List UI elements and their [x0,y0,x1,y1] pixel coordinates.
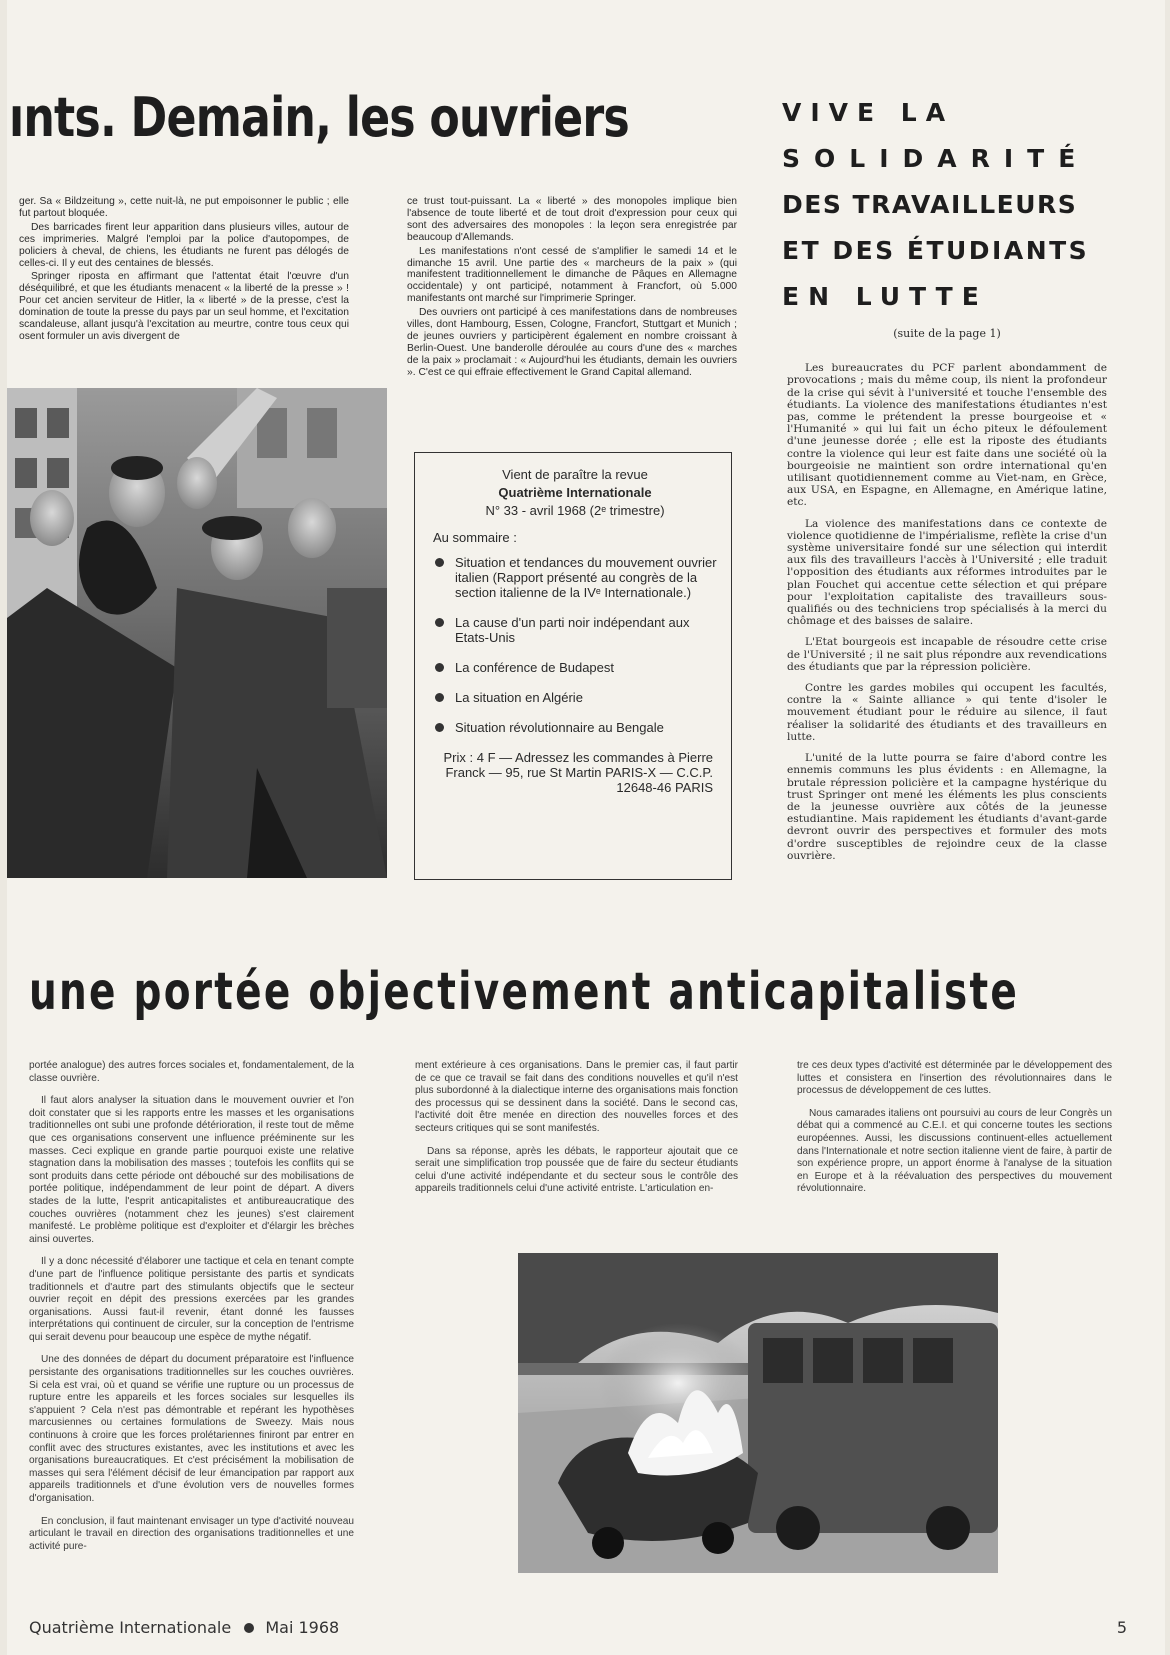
sommaire-item: La cause d'un parti noir indépendant aux Etats-Unis [433,615,717,645]
paragraph: Il faut alors analyser la situation dans le mouvement ouvrier et l'on doit constater que si les rapports entre les masses et les organisations traditionnelles ont subi une profonde détérioration, il reste tout de même que ces organisations conservent une influence prééminente sur les masses. Ceci explique en grande partie pourquoi existe une relative stagnation dans la mobilisation des masses ; toutefois les conflits qui se sont produits dans cette période ont débouché sur des mobilisations de portée politique, indépendamment de leur point de départ. A divers stades de la lutte, l'esprit anticapitalistes et antibureaucratique des couches ouvrières (notamment chez les jeunes) s'est clairement manifesté. Le problème politique est d'exploiter et d'élargir les brèches ainsi ouvertes. [29,1095,354,1245]
headline-top: ınts. Demain, les ouvriers [9,86,629,149]
sidebar-title-line: VIVE LA [782,98,955,127]
sidebar-title-line: ET DES ÉTUDIANTS [782,236,1090,265]
paragraph: Des ouvriers ont participé à ces manifestations dans de nombreuses villes, dont Hambourg, Essen, Cologne, Francfort, Stuttgart et Munich ; de jeunes ouvriers y participèrent également en nombre croissant à Berlin-Ouest. Une banderolle déroulée au cours d'une des « marches de la paix » proclamait : « Aujourd'hui les étudiants, demain les ouvriers ». C'est ce qui effraie effectivement le Grand Capital allemand. [407,307,737,378]
paragraph: En conclusion, il faut maintenant envisager un type d'activité nouveau articulant le travail en direction des organisations traditionnelles et une activité pure- [29,1515,354,1552]
sidebar-title-line: SOLIDARITÉ [782,144,1090,173]
footer-publication: Quatrième Internationale [29,1618,232,1637]
box-line-1: Vient de paraître la revue [502,467,648,482]
burning-car-photo [518,1253,998,1573]
paragraph: Nous camarades italiens ont poursuivi au cours de leur Congrès un débat qui a commencé au C.E.I. et qui concerne toutes les sections européennes. Aussi, les discussions continuent-elles actuellement dans l'Internationale et notre section italienne vient de faire, à partir de son expérience propre, un apport énorme à l'analyse de la situation en Europe et à la réévaluation des perspectives du mouvement révolutionnaire. [797,1107,1112,1195]
sommaire-item: Situation et tendances du mouvement ouvrier italien (Rapport présenté au congrès de la section italienne de la IVᵉ Internationale.) [433,555,717,600]
sidebar-paragraph: L'Etat bourgeois est incapable de résoudre cette crise de l'Université ; il ne sait plus répondre aux revendications des étudiants que par la répression policière. [787,636,1107,673]
paragraph: portée analogue) des autres forces sociales et, fondamentalement, de la classe ouvrière. [29,1060,354,1084]
article-bottom-left [29,1060,354,1563]
sommaire-item: La situation en Algérie [433,690,717,705]
sidebar-paragraph: La violence des manifestations dans ce contexte de violence quotidienne de l'impérialisme, reflète la crise d'un système universitaire fondé sur une sélection qui interdit aux fils des travailleurs l'accès à l'Université ; elle traduit l'opposition des étudiants aux réformes introduites par le plan Fouchet qui accentue cette sélection et qui prépare pour l'exploitation capitaliste des travailleurs sous-qualifiés ou des techniciens trop spécialisés à la merci du chômage et des baisses de salaire. [787,517,1107,628]
paragraph: Une des données de départ du document préparatoire est l'influence persistante des organisations traditionnelles sur les couches ouvrières. Si cela est vrai, où et quand se vérifie une rupture ou un processus de rupture entre les appareils et les forces sociales sur lesquelles ils s'appuient ? Cela n'est pas démontrable et repérant les hypothèses marcusiennes ou certaines formulations de Sweezy. Mais nous continuons à croire que les forces prolétariennes finiront par entrer en conflit avec des structures existantes, avec les institutions et avec les organisations bureaucratiques. Et c'est précisément la mobilisation de masses qui sera l'élément décisif de leur émancipation par rapport aux appareils traditionnels et d'une évolution vers de nouvelles formes d'organisation. [29,1354,354,1504]
protest-photo [7,388,387,878]
box-price: Prix : 4 F — Adressez les commandes à Pierre Franck — 95, rue St Martin PARIS-X — C.C.P. 12648-46 PARIS [443,750,713,795]
bullet-icon [435,618,444,627]
box-line-2: Quatrième Internationale [498,485,652,500]
page-number: 5 [1116,1618,1127,1637]
sidebar-article [787,328,1107,871]
paragraph: tre ces deux types d'activité est déterminée par le développement des luttes et consistera en l'insertion des révolutionnaires dans le processus de développement de ces luttes. [797,1060,1112,1097]
sidebar-title-line: EN LUTTE [782,282,988,311]
bullet-icon [435,723,444,732]
article-top-middle [407,196,737,381]
paragraph: Des barricades firent leur apparition dans plusieurs villes, autour de ces imprimeries. Malgré l'emploi par la police d'autopompes, de policiers à cheval, de chiens, les étudiants ne furent pas délogés de celles-ci. Il y eut des centaines de blessés. [19,221,349,269]
sidebar-paragraph: Les bureaucrates du PCF parlent abondamment de provocations ; mais du même coup, ils nient la profondeur de la crise qui sévit à l'université et touche l'ensemble des étudiants. La violence des manifestations étudiantes n'est pas, comme le prétendent la presse bourgeoise et « l'Humanité » qui lui fait un écho piteux le défoulement d'une jeunesse dorée ; elle est la riposte des étudiants contre la violence qui leur est faite dans une société où la bourgeoisie ne maintient son ordre international qu'en utilisant quotidiennement comme au Viet-nam, en Grèce, aux USA, en Espagne, en Allemagne, en Amérique latine, etc. [787,362,1107,509]
box-line-3: N° 33 - avril 1968 (2ᵉ trimestre) [485,503,665,518]
paragraph: ce trust tout-puissant. La « liberté » des monopoles implique bien l'absence de toute liberté et de tout droit d'expression pour ceux qui sont des adversaires des monopoles : la leçon sera enregistrée par beaucoup d'Allemands. [407,196,737,243]
newspaper-page [7,0,1165,1655]
box-sommaire: Au sommaire : [433,530,517,545]
article-top-left [19,196,349,345]
suite-note: (suite de la page 1) [893,327,1001,340]
bullet-icon [244,1623,254,1633]
paragraph: Les manifestations n'ont cessé de s'amplifier le samedi 14 et le dimanche 15 avril. Une partie des « marcheurs de la paix » (qui manifestent traditionnellement le dimanche de Pâques en Allemagne occidentale) y ont participé, notamment à Francfort, où 5.000 manifestants ont marché sur l'imprimerie Springer. [407,245,737,305]
paragraph: Dans sa réponse, après les débats, le rapporteur ajoutait que ce serait une simplification trop poussée que de faire du secteur étudiants celui d'une activité indépendante et du secteur sous le contrôle des appareils traditionnels celui d'une activité entriste. L'articulation en- [415,1145,738,1195]
bullet-icon [435,558,444,567]
sidebar-paragraph: Contre les gardes mobiles qui occupent les facultés, contre la « Sainte alliance » qui tente d'isoler le mouvement étudiant pour le réduire au silence, il faut réaliser la solidarité des étudiants et des travailleurs en lutte. [787,682,1107,743]
footer-date: Mai 1968 [265,1618,340,1637]
sidebar-paragraph: L'unité de la lutte pourra se faire d'abord contre les ennemis communs les plus évidents : en Allemagne, la brutale répression policière et la campagne hystérique du trust Springer ont mené les éléments les plus conscients de la jeunesse ouvrière aux côtés de la jeunesse estudiantine. Mais rapidement les étudiants d'avant-garde devront ouvrir des perspectives et formuler des mots d'ordre susceptibles de rejoindre ceux de la classe ouvrière. [787,752,1107,862]
article-bottom-middle [415,1060,738,1206]
sommaire-item: La conférence de Budapest [433,660,717,675]
paragraph: Springer riposta en affirmant que l'attentat était l'œuvre d'un déséquilibré, et que les étudiants menacent « la liberté de la presse » ! Pour cet ancien serviteur de Hitler, la « liberté » de la presse, c'est la domination de toute la presse du pays par un seul homme, et l'excitation scandaleuse, allant jusqu'à l'excitation au meurtre, contre tous ceux qui osent formuler un avis divergent de [19,271,349,342]
paragraph: ger. Sa « Bildzeitung », cette nuit-là, ne put empoisonner le public ; elle fut partout bloquée. [19,196,349,219]
paragraph: Il y a donc nécessité d'élaborer une tactique et cela en tenant compte d'une part de l'influence politique persistante des partis et syndicats traditionnels et d'autre part des stimulants objectifs que le secteur ouvrier reçoit en dépit des pressions exercées par les grandes organisations. Aussi faut-il revenir, étant donné les fausses interprétations qui continuent de circuler, sur la conception de l'entrisme qui serait devenu pour beaucoup une espèce de mythe négatif. [29,1256,354,1343]
headline-bottom: une portée objectivement anticapitaliste [29,962,1020,1022]
footer [29,1618,1129,1640]
paragraph: ment extérieure à ces organisations. Dans le premier cas, il faut partir de ce que ce travail se fait dans des conditions nouvelles et qu'il n'est plus subordonné à la dialectique interne des organisations mais fonction des processus qui se dessinent dans la société. Dans le second cas, l'activité doit être menée en direction des nouvelles forces et des secteurs critiques qui se sont manifestés. [415,1060,738,1134]
bullet-icon [435,693,444,702]
revue-announcement-box [414,452,732,880]
bullet-icon [435,663,444,672]
article-bottom-right [797,1060,1112,1206]
sommaire-list [433,555,717,735]
sidebar-title-line: DES TRAVAILLEURS [782,190,1078,219]
sidebar-title [782,90,1132,320]
sommaire-item: Situation révolutionnaire au Bengale [433,720,717,735]
